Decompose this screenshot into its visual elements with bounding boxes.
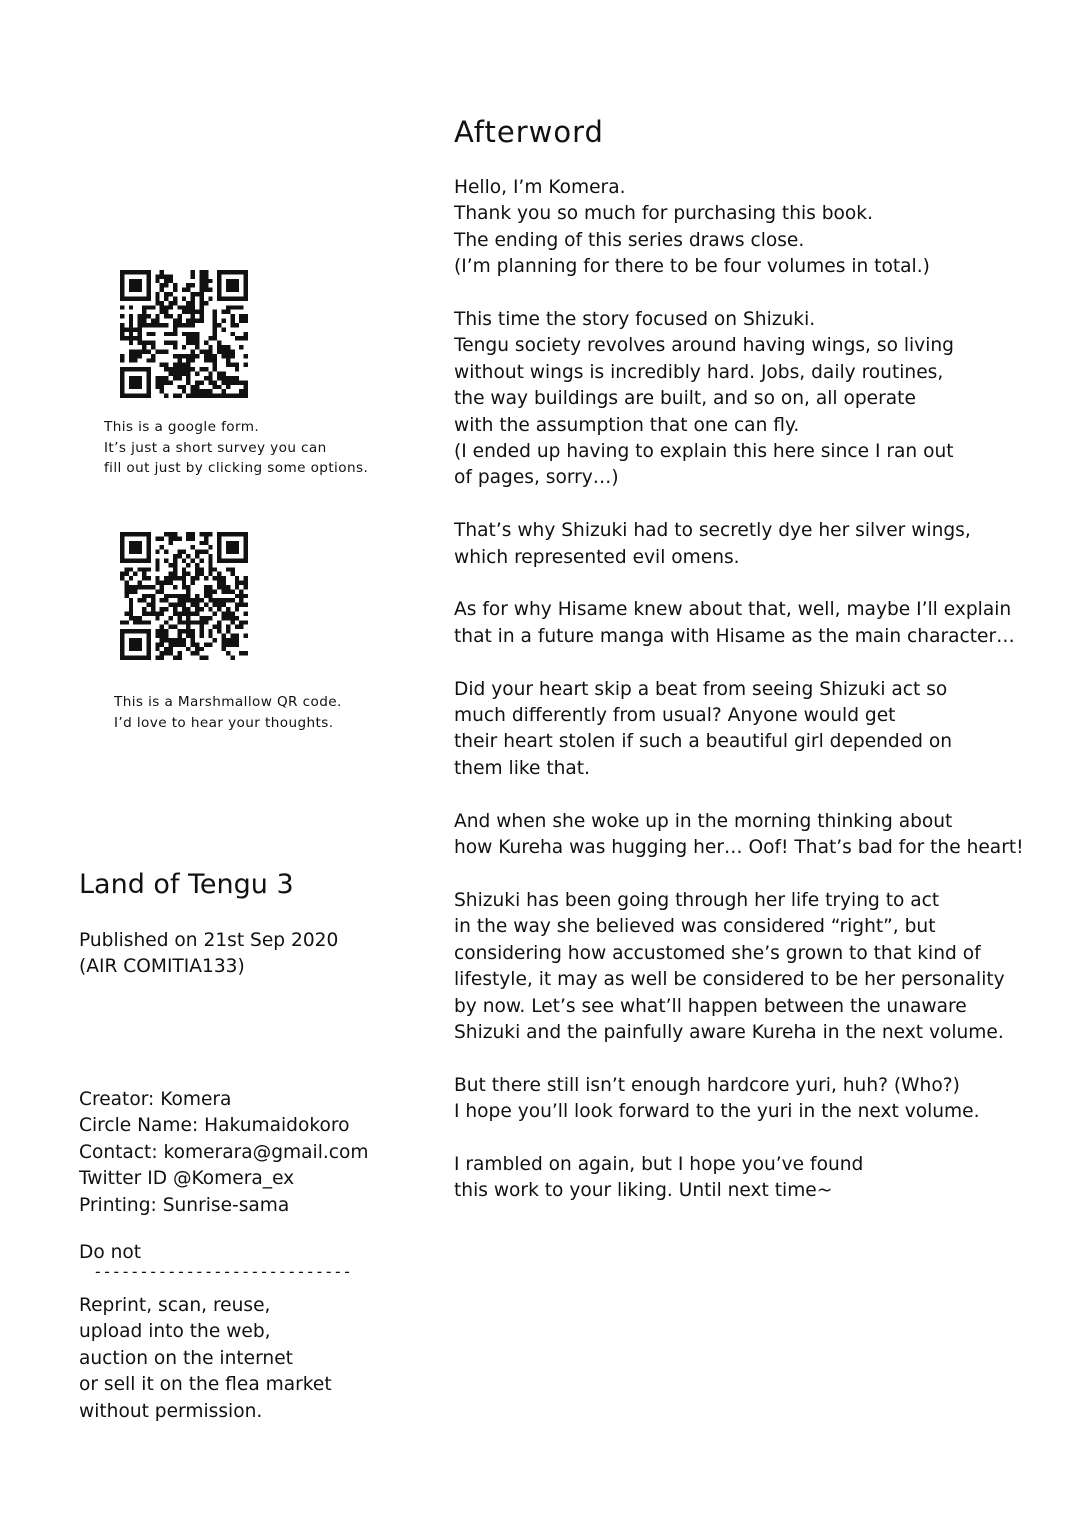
- restrictions-list: [79, 1293, 332, 1425]
- caption-line: fill out just by clicking some options.: [104, 460, 369, 476]
- credits: [79, 1087, 368, 1219]
- text-line: This time the story focused on Shizuki.: [454, 309, 816, 331]
- restriction-line: without permission.: [79, 1400, 263, 1422]
- text-line: And when she woke up in the morning thinking about: [454, 810, 953, 832]
- text-line: The ending of this series draws close.: [454, 229, 805, 251]
- publication-info: [79, 928, 338, 981]
- text-line: That’s why Shizuki had to secretly dye her silver wings,: [454, 520, 971, 542]
- afterword-paragraph: [454, 175, 1024, 281]
- restriction-line: or sell it on the flea market: [79, 1374, 332, 1396]
- text-line: Thank you so much for purchasing this book.: [454, 203, 873, 225]
- do-not-heading: Do not: [79, 1242, 142, 1263]
- text-line: them like that.: [454, 757, 590, 779]
- text-line: Tengu society revolves around having wings, so living: [454, 335, 954, 357]
- text-line: I rambled on again, but I hope you’ve found: [454, 1153, 864, 1175]
- afterword-title: Afterword: [454, 115, 604, 149]
- text-line: Did your heart skip a beat from seeing Shizuki act so: [454, 678, 948, 700]
- afterword-paragraph: [454, 677, 1024, 783]
- contact-line: Contact: komerara@gmail.com: [79, 1141, 369, 1163]
- caption-line: This is a Marshmallow QR code.: [114, 694, 342, 710]
- afterword-paragraph: [454, 809, 1024, 862]
- publication-date: Published on 21st Sep 2020: [79, 930, 339, 951]
- text-line: this work to your liking. Until next time~: [454, 1180, 833, 1202]
- afterword-body: [454, 175, 1024, 1231]
- google-form-caption: [104, 417, 368, 479]
- afterword-paragraph: [454, 1152, 1024, 1205]
- circle-name-line: Circle Name: Hakumaidokoro: [79, 1115, 350, 1137]
- afterword-paragraph: [454, 888, 1024, 1046]
- dashed-divider: ----------------------------: [93, 1262, 352, 1281]
- text-line: lifestyle, it may as well be considered to be her personality: [454, 969, 1005, 991]
- restriction-line: auction on the internet: [79, 1347, 293, 1369]
- caption-line: It’s just a short survey you can: [104, 439, 327, 456]
- twitter-line: Twitter ID @Komera_ex: [79, 1168, 295, 1190]
- afterword-paragraph: [454, 597, 1024, 650]
- text-line: considering how accustomed she’s grown to that kind of: [454, 942, 981, 964]
- text-line: (I ended up having to explain this here since I ran out: [454, 441, 954, 463]
- text-line: As for why Hisame knew about that, well, maybe I’ll explain: [454, 599, 1012, 621]
- marshmallow-qr-code-icon[interactable]: [120, 532, 248, 660]
- text-line: that in a future manga with Hisame as the main character…: [454, 625, 1015, 647]
- text-line: Hello, I’m Komera.: [454, 177, 626, 198]
- text-line: with the assumption that one can fly.: [454, 414, 800, 436]
- creator-line: Creator: Komera: [79, 1089, 232, 1110]
- text-line: without wings is incredibly hard. Jobs, daily routines,: [454, 361, 944, 383]
- marshmallow-caption: [114, 692, 342, 733]
- google-form-qr-code-icon[interactable]: [120, 270, 248, 398]
- printing-line: Printing: Sunrise-sama: [79, 1194, 290, 1216]
- text-line: their heart stolen if such a beautiful girl depended on: [454, 731, 953, 753]
- afterword-paragraph: [454, 1073, 1024, 1126]
- text-line: Shizuki has been going through her life trying to act: [454, 889, 940, 911]
- restriction-line: upload into the web,: [79, 1321, 271, 1343]
- text-line: in the way she believed was considered “right”, but: [454, 916, 936, 938]
- text-line: the way buildings are built, and so on, all operate: [454, 388, 916, 410]
- text-line: (I’m planning for there to be four volumes in total.): [454, 256, 930, 278]
- text-line: which represented evil omens.: [454, 546, 740, 568]
- text-line: But there still isn’t enough hardcore yuri, huh? (Who?): [454, 1074, 960, 1096]
- text-line: by now. Let’s see what’ll happen between the unaware: [454, 995, 967, 1017]
- publication-event: (AIR COMITIA133): [79, 956, 245, 978]
- caption-line: This is a google form.: [104, 419, 260, 435]
- afterword-paragraph: [454, 518, 1024, 571]
- afterword-paragraph: [454, 307, 1024, 492]
- book-title: Land of Tengu 3: [79, 869, 294, 900]
- text-line: how Kureha was hugging her… Oof! That’s bad for the heart!: [454, 837, 1024, 859]
- text-line: I hope you’ll look forward to the yuri in the next volume.: [454, 1101, 980, 1123]
- text-line: much differently from usual? Anyone would get: [454, 705, 896, 727]
- restriction-line: Reprint, scan, reuse,: [79, 1295, 271, 1316]
- text-line: of pages, sorry…): [454, 467, 619, 489]
- caption-line: I’d love to hear your thoughts.: [114, 714, 334, 731]
- text-line: Shizuki and the painfully aware Kureha in the next volume.: [454, 1021, 1004, 1043]
